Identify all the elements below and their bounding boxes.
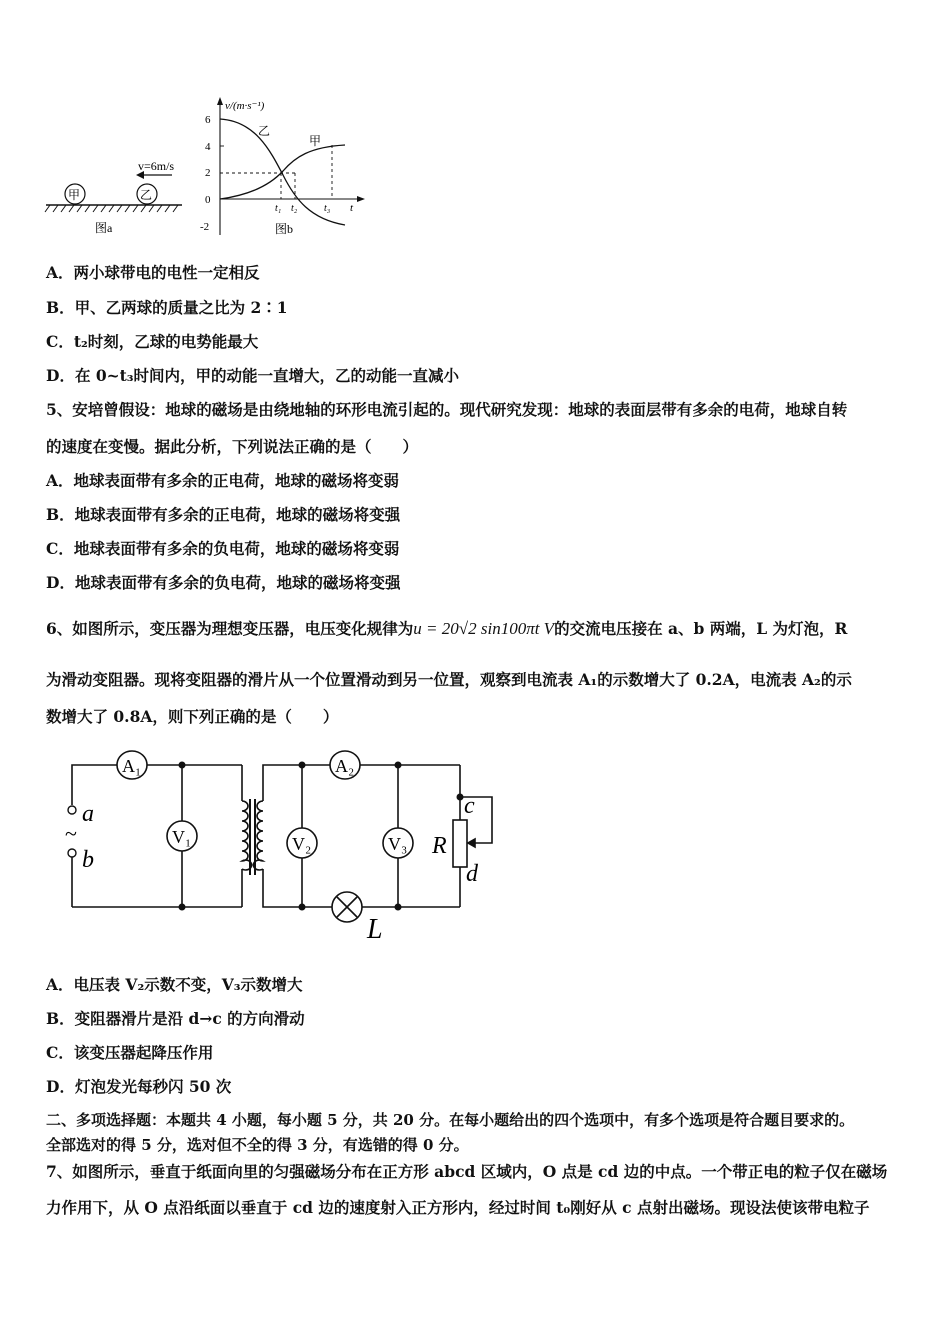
tick-neg2: -2 (200, 221, 210, 233)
q4-option-c: C．t₂时刻，乙球的电势能最大 (46, 332, 259, 351)
voltmeter-v2-label: V₂ (292, 834, 312, 854)
rheostat-r-label: R (432, 833, 447, 859)
rheostat-c-label: c (464, 793, 475, 819)
tick-4: 4 (205, 141, 211, 153)
q4-option-d: D．在 0~t₃时间内，甲的动能一直增大，乙的动能一直减小 (46, 366, 460, 385)
curve-jia (220, 145, 345, 199)
q6-stem-line1 (46, 617, 847, 639)
t-axis-label: t (350, 202, 354, 214)
ball-jia-label: 甲 (68, 188, 81, 202)
primary-wire (72, 765, 120, 805)
t-axis-arrow (357, 196, 365, 202)
t2-label: t₂ (291, 203, 298, 214)
tick-0: 0 (205, 194, 211, 206)
q6-option-b: B．变阻器滑片是沿 d→c 的方向滑动 (46, 1009, 305, 1028)
section2-line2: 全部选对的得 5 分，选对但不全的得 3 分，有选错的得 0 分。 (46, 1136, 469, 1154)
q5-option-d: D．地球表面带有多余的负电荷，地球的磁场将变强 (46, 573, 401, 592)
terminal-a (68, 806, 76, 814)
q6-option-a: A．电压表 V₂示数不变，V₃示数增大 (46, 975, 303, 994)
figure-a-caption: 图a (95, 221, 113, 235)
tick-2: 2 (205, 167, 211, 179)
secondary-top-left (263, 765, 332, 801)
q4-option-b: B．甲、乙两球的质量之比为 2∶1 (46, 298, 288, 317)
q5-option-a: A．地球表面带有多余的正电荷，地球的磁场将变弱 (46, 471, 400, 490)
q6-stem-pre: 6、如图所示，变压器为理想变压器，电压变化规律为 (46, 619, 414, 638)
junction-dots (179, 762, 464, 911)
tick-6: 6 (205, 114, 211, 126)
q6-stem-post: 的交流电压接在 a、b 两端，L 为灯泡，R (554, 619, 848, 638)
q5-option-b: B．地球表面带有多余的正电荷，地球的磁场将变强 (46, 505, 401, 524)
voltmeter-v3-label: V₃ (388, 834, 408, 854)
q5-stem-line1: 5、安培曾假设：地球的磁场是由绕地轴的环形电流引起的。现代研究发现：地球的表面层带有多余的电荷，地球自转 (46, 400, 848, 419)
lamp-l-label: L (367, 914, 383, 945)
speed-label: v=6m/s (138, 159, 175, 173)
figure-b-caption: 图b (275, 222, 294, 236)
q6-stem-line2: 为滑动变阻器。现将变阻器的滑片从一个位置滑动到另一位置，观察到电流表 A₁的示数增大了 0.2A，电流表 A₂的示 (46, 670, 852, 689)
q6-option-d: D．灯泡发光每秒闪 50 次 (46, 1077, 232, 1096)
terminal-b-label: b (82, 847, 94, 873)
section2-line1: 二、多项选择题：本题共 4 小题，每小题 5 分，共 20 分。在每小题给出的四个选项中，有多个选项是符合题目要求的。 (46, 1111, 855, 1129)
q4-option-a: A．两小球带电的电性一定相反 (46, 263, 260, 282)
ammeter-a2-label: A₂ (335, 756, 355, 776)
ground-hatching (45, 205, 178, 212)
v-axis-label: v/(m·s⁻¹) (225, 100, 265, 112)
curve-yi-label: 乙 (258, 124, 271, 138)
terminal-b (68, 849, 76, 857)
q5-stem-line2: 的速度在变慢。据此分析，下列说法正确的是（ ） (46, 437, 419, 456)
q5-option-c: C．地球表面带有多余的负电荷，地球的磁场将变弱 (46, 539, 400, 558)
rheostat-slider-arrow (468, 839, 475, 847)
figure-b (195, 95, 370, 240)
figure-a (40, 150, 190, 240)
ball-yi-label: 乙 (140, 188, 153, 202)
ammeter-a1-label: A₁ (122, 756, 142, 776)
rheostat-d-label: d (466, 861, 478, 887)
q6-formula: u = 20√2 sin100πt V (413, 619, 555, 638)
voltmeter-v1-label: V₁ (172, 827, 192, 847)
q7-line1: 7、如图所示，垂直于纸面向里的匀强磁场分布在正方形 abcd 区域内，O 点是 cd 边的中点。一个带正电的粒子仅在磁场 (46, 1162, 888, 1181)
secondary-bottom-left (263, 869, 332, 907)
t3-label: t₃ (324, 203, 331, 214)
curve-jia-label: 甲 (309, 134, 322, 148)
t1-label: t₁ (275, 203, 282, 214)
circuit-diagram (60, 745, 510, 945)
v-axis-arrow (217, 97, 223, 105)
ac-source-symbol: ~ (65, 821, 77, 846)
q6-stem-line3: 数增大了 0.8A，则下列正确的是（ ） (46, 707, 339, 726)
q7-line2: 力作用下，从 O 点沿纸面以垂直于 cd 边的速度射入正方形内，经过时间 t₀刚好从 c 点射出磁场。现设法使该带电粒子 (46, 1198, 870, 1217)
rheostat-body (453, 820, 467, 867)
q6-option-c: C．该变压器起降压作用 (46, 1043, 214, 1062)
terminal-a-label: a (82, 801, 94, 827)
